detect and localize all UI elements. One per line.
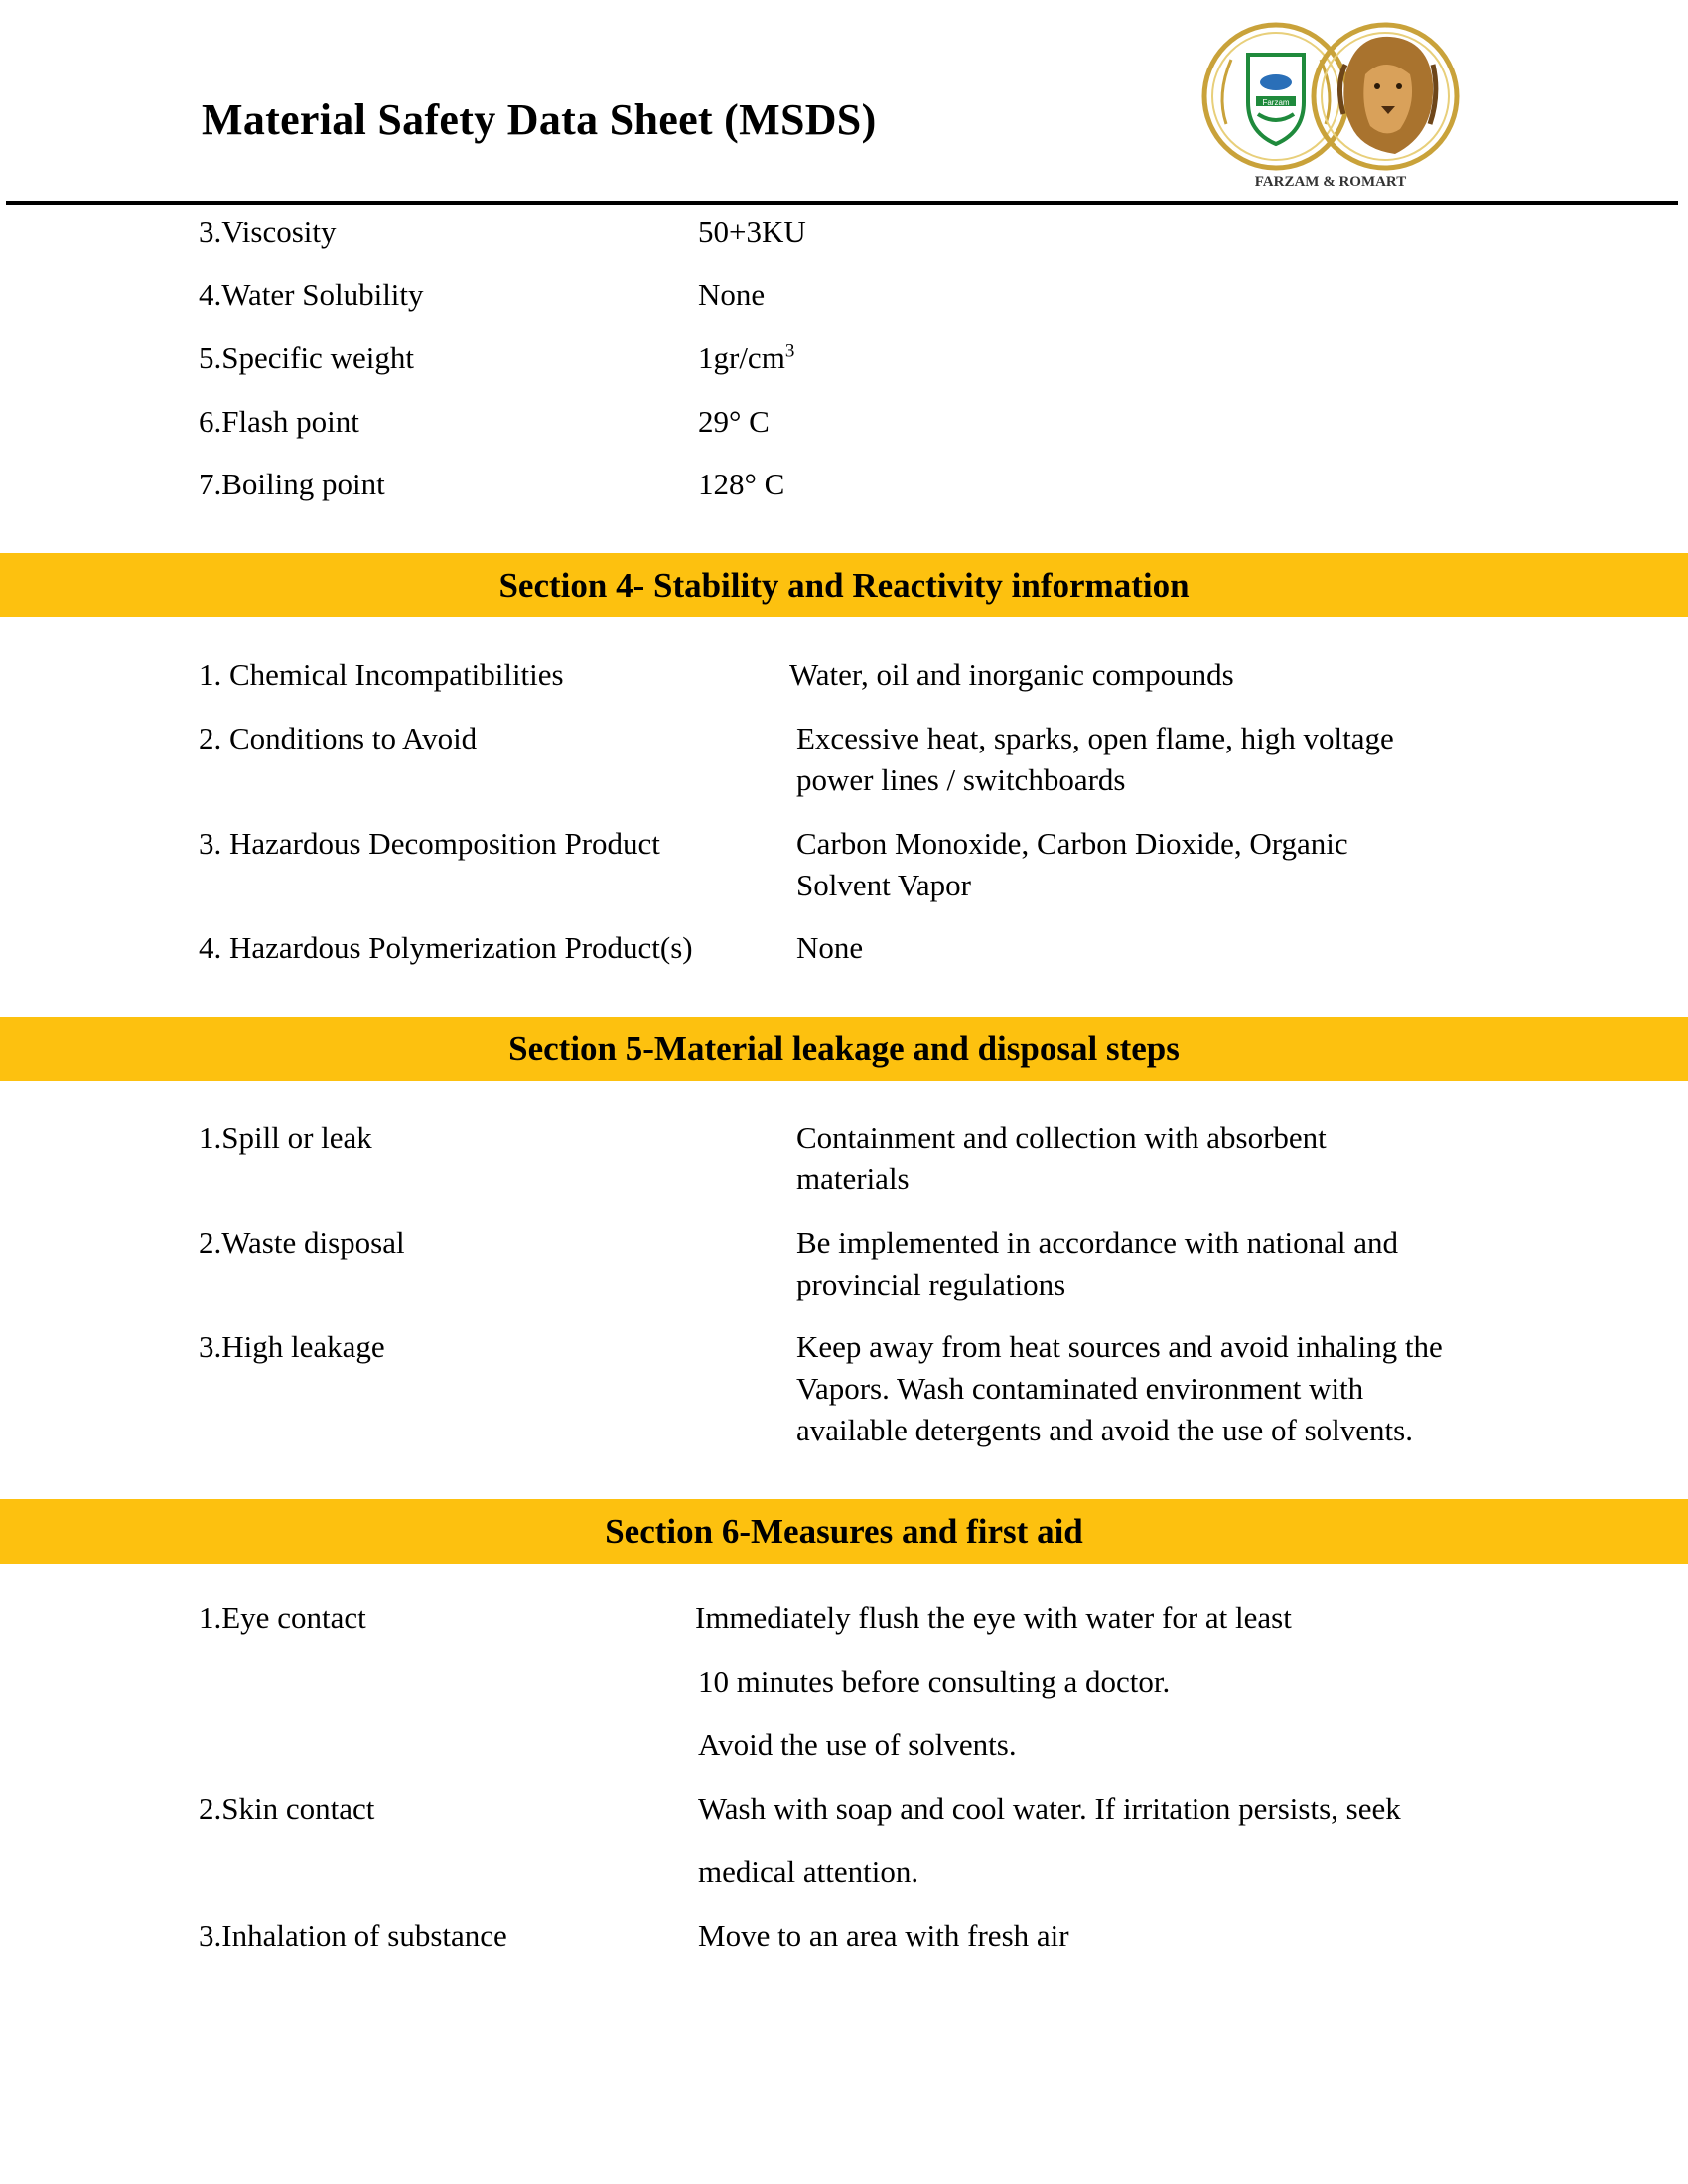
lion-emblem-icon [1314, 25, 1457, 168]
property-label: 4.Water Solubility [199, 277, 424, 312]
section-4-heading: Section 4- Stability and Reactivity information [0, 553, 1688, 617]
item-value-line: Be implemented in accordance with national and [796, 1225, 1398, 1260]
item-value: Move to an area with fresh air [698, 1918, 1069, 1953]
document-title: Material Safety Data Sheet (MSDS) [202, 95, 877, 144]
property-value: $1gr/cm^3$ [698, 341, 795, 375]
item-value-line: Carbon Monoxide, Carbon Dioxide, Organic [796, 826, 1348, 861]
property-label: 6.Flash point [199, 404, 359, 439]
item-value-line: Wash with soap and cool water. If irritation persists, seek [698, 1791, 1401, 1826]
section-5-heading: Section 5-Material leakage and disposal steps [0, 1017, 1688, 1081]
property-label: 5.Specific weight [199, 341, 414, 375]
item-value-line: Excessive heat, sparks, open flame, high voltage [796, 721, 1394, 755]
item-label: 1. Chemical Incompatibilities [199, 657, 564, 692]
company-logo [1196, 15, 1465, 199]
item-value-line: Solvent Vapor [796, 868, 971, 902]
item-label: 3.High leakage [199, 1329, 385, 1364]
item-value-line: Keep away from heat sources and avoid inhaling the [796, 1329, 1443, 1364]
property-value: None [698, 277, 766, 312]
item-value-line: provincial regulations [796, 1267, 1066, 1301]
item-value: Water, oil and inorganic compounds [789, 657, 1234, 692]
item-value-line: 10 minutes before consulting a doctor. [698, 1664, 1171, 1699]
item-value-line: Avoid the use of solvents. [698, 1727, 1017, 1762]
item-value: None [796, 930, 864, 965]
item-label: 2.Waste disposal [199, 1225, 405, 1260]
item-label: 3.Inhalation of substance [199, 1918, 507, 1953]
item-value-line: Containment and collection with absorbent [796, 1120, 1327, 1155]
logo-badge-text: Farzam [1262, 98, 1290, 107]
property-value: 29° C [698, 404, 770, 439]
property-label: 7.Boiling point [199, 467, 385, 501]
item-value-line: available detergents and avoid the use of solvents. [796, 1413, 1413, 1447]
section-6-heading: Section 6-Measures and first aid [0, 1499, 1688, 1564]
item-label: 4. Hazardous Polymerization Product(s) [199, 930, 693, 965]
item-label: 1.Spill or leak [199, 1120, 372, 1155]
item-value-line: Immediately flush the eye with water for at least [695, 1600, 1292, 1635]
item-value-line: medical attention. [698, 1854, 919, 1889]
item-label: 2.Skin contact [199, 1791, 375, 1826]
logo-caption: FARZAM & ROMART [1254, 174, 1407, 190]
property-value: 128° C [698, 467, 785, 501]
item-value-line: materials [796, 1161, 910, 1196]
item-label: 2. Conditions to Avoid [199, 721, 478, 755]
item-value-line: Vapors. Wash contaminated environment with [796, 1371, 1364, 1406]
item-label: 3. Hazardous Decomposition Product [199, 826, 660, 861]
item-value-line: power lines / switchboards [796, 762, 1126, 797]
header-divider [6, 201, 1678, 205]
property-value: 50+3KU [698, 214, 806, 249]
item-label: 1.Eye contact [199, 1600, 366, 1635]
property-label: 3.Viscosity [199, 214, 337, 249]
shield-emblem-icon [1204, 25, 1347, 168]
